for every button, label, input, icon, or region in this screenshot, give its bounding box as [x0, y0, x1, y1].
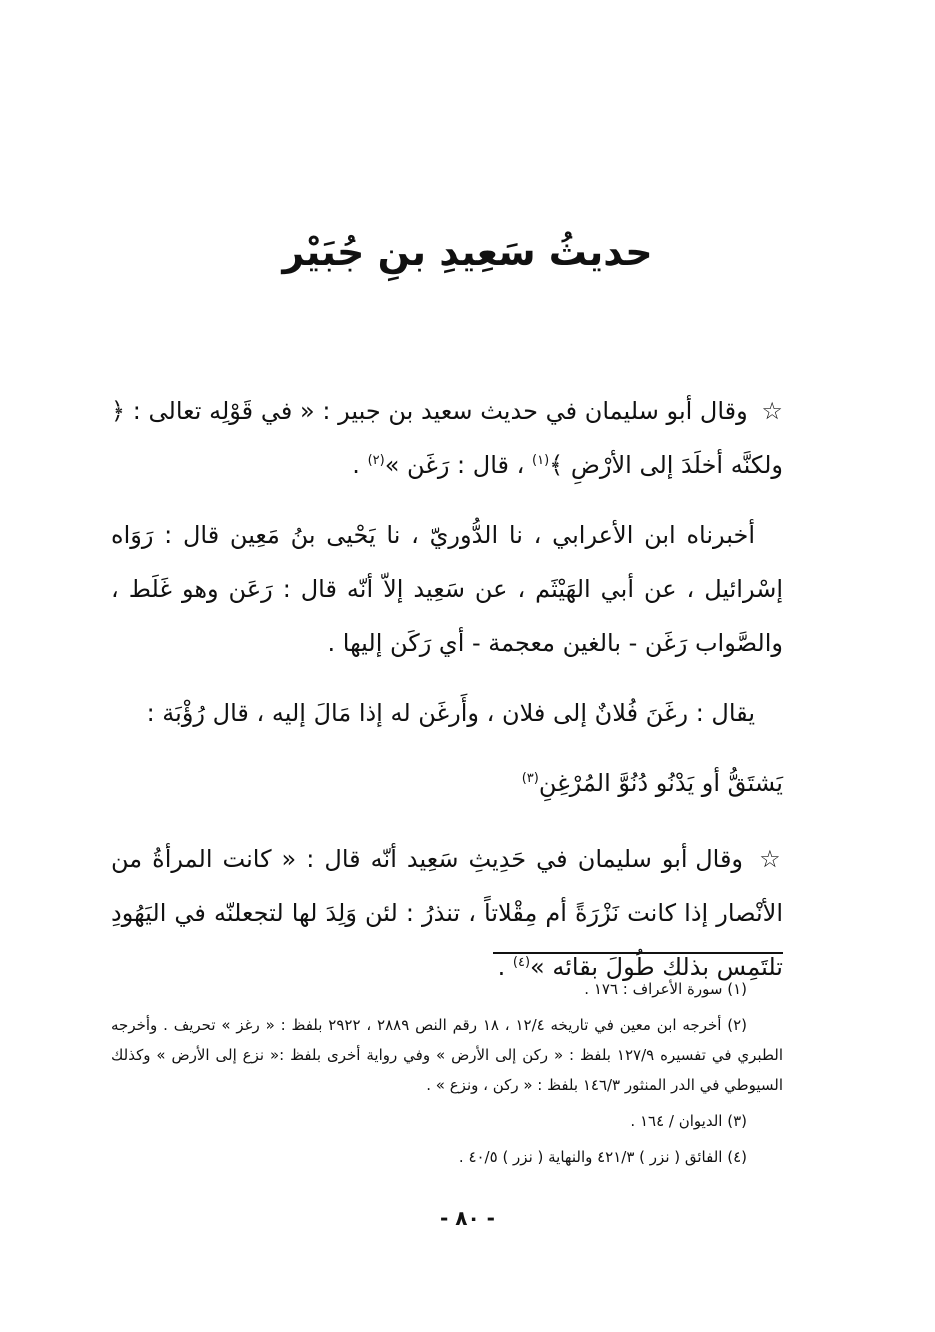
- paragraph-1-continuation: ، قال : رَغَن »: [384, 451, 525, 479]
- footnote-3: (٣) الديوان / ١٦٤ .: [630, 1112, 747, 1130]
- paragraph-1-text: وقال أبو سليمان في حديث سعيد بن جبير : « في قَوْلِه تعالى : ﴿ ولكنَّه أخلَدَ إلى الأرْضِ ﴾: [111, 397, 783, 479]
- star-icon: ☆: [759, 845, 783, 873]
- footnote-1: (١) سورة الأعراف : ١٧٦ .: [584, 980, 747, 998]
- footnote-ref-3: (٣): [521, 771, 539, 786]
- page-title: حديثُ سَعِيدِ بنِ جُبَيْر: [282, 230, 653, 274]
- star-icon: ☆: [761, 397, 783, 425]
- footnote-divider: [493, 952, 783, 954]
- footnotes-section: [111, 952, 783, 1178]
- paragraph-4-text: وقال أبو سليمان في حَدِيثِ سَعِيد أنّه قال : « كانت المرأةُ من الأنْصار إذا كانت نَزْرَةً أم مِقْلاتاً ، تنذرُ : لئن وَلِدَ لها لتجعلنّه في اليَهُودِ تلتَمِس بذلك طُولَ بقائه »: [111, 845, 783, 981]
- poetry-verse: [111, 756, 783, 810]
- footnote-2: (٢) أخرجه ابن معين في تاريخه ١٢/٤ ، ١٨ رقم النص ٢٨٨٩ ، ٢٩٢٢ بلفظ : « رغز » تحريف . وأخرجه الطبري في تفسيره ١٢٧/٩ بلفظ : « ركن إلى الأرض » وفي رواية أخرى بلفظ :« نزع إلى الأرض » وكذلك السيوطي في الدر المنثور ١٤٦/٣ بلفظ : « ركن ، ونزع » .: [111, 1016, 783, 1094]
- footnote-ref-1: (١): [532, 453, 550, 468]
- paragraph-3: يقال : رغَنَ فُلانٌ إلى فلان ، وأَرغَن له إذا مَالَ إليه ، قال رُؤْبَة :: [146, 699, 755, 727]
- footnote-ref-4: (٤): [512, 955, 531, 970]
- footnote-4: (٤) الفائق ( نزر ) ٤٢١/٣ والنهاية ( نزر ) ٤٠/٥ .: [458, 1148, 747, 1166]
- paragraph-2: أخبرناه ابن الأعرابي ، نا الدُّوريّ ، نا يَحْيى بنُ مَعِين قال : رَوَاه إسْرائيل ، عن أبي الهَيْثَم ، عن سَعِيد إلاّ أنّه قال : رَعَن وهو غَلَط ، والصَّواب رَغَن - بالغين معجمة - أي رَكَن إليها .: [111, 521, 783, 657]
- main-text: [111, 384, 783, 1010]
- verse-text: يَشتَقُّ أو يَدْنُو دُنُوَّ المُرْغِنِ: [538, 769, 783, 797]
- paragraph-1-end: .: [352, 451, 360, 479]
- page-number: - ٨٠ -: [440, 1206, 495, 1230]
- paragraph-4-end: .: [497, 953, 506, 981]
- footnote-ref-2: (٢): [367, 453, 385, 468]
- paragraph-1: [111, 384, 783, 492]
